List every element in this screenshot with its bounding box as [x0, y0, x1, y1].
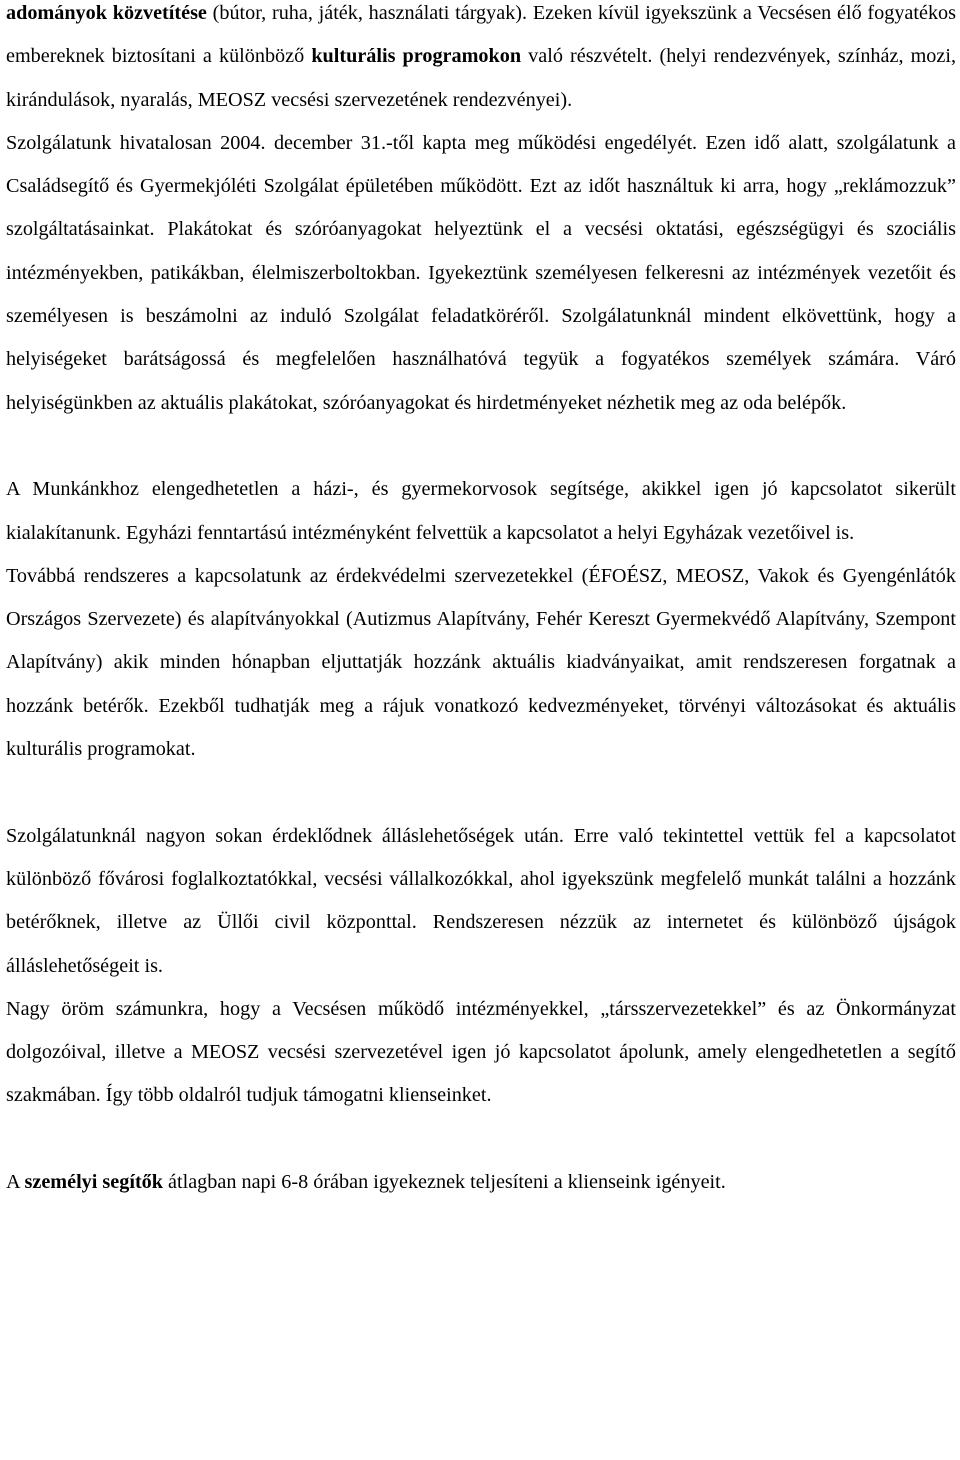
text-span: való részvételt. (helyi rendezvények, színház, mozi, kirándulások, nyaralás, MEOSZ vecsési szervezetének rendezvényei).: [6, 45, 956, 111]
text-span: A: [6, 1171, 25, 1194]
paragraph-operating-license: Szolgálatunk hivatalosan 2004. december 31.-től kapta meg működési engedélyét. Ezen idő alatt, szolgálatunk a Családsegítő és Gyermekjóléti Szolgálat épületében működött. Ezt az időt használtuk ki arra, hogy „reklámozzuk” szolgáltatásainkat. Plakátokat és szóróanyagokat helyeztünk el a vecsési oktatási, egészségügyi és szociális intézményekben, patikákban, élelmiszerboltokban. Igyekeztünk személyesen felkeresni az intézmények vezetőit és személyesen is beszámolni az induló Szolgálat feladatköréről. Szolgálatunknál mindent elkövettünk, hogy a helyiségeket barátságossá és megfelelően használhatóvá tegyük a fogyatékos személyek számára. Váró helyiségünkben az aktuális plakátokat, szóróanyagokat és hirdetményeket nézhetik meg az oda belépők.: [6, 131, 956, 414]
text-span: (bútor, ruha, játék, használati tárgyak). Ezeken kívül igyekszünk a Vecsésen élő fogyatékos embereknek biztosítani a különböző: [6, 2, 956, 68]
paragraph-spacer: [6, 771, 956, 814]
paragraph-spacer: [6, 425, 956, 468]
paragraph-job-opportunities: Szolgálatunknál nagyon sokan érdeklődnek álláslehetőségek után. Erre való tekintettel vettük fel a kapcsolatot különböző fővárosi foglalkoztatókkal, vecsési vállalkozókkal, ahol igyekszünk megfelelő munkát találni a hozzánk betérőknek, illetve az Üllői civil központtal. Rendszeresen nézzük az internetet és különböző újságok álláslehetőségeit is.: [6, 824, 956, 977]
paragraph-personal-assistants: [6, 1161, 956, 1204]
bold-phrase-donations: adományok közvetítése: [6, 2, 207, 24]
text-span: átlagban napi 6-8 órában igyekeznek teljesíteni a klienseink igényeit.: [163, 1171, 726, 1194]
paragraph-partner-institutions: Nagy öröm számunkra, hogy a Vecsésen működő intézményekkel, „társszervezetekkel” és az Önkormányzat dolgozóival, illetve a MEOSZ vecsési szervezetével igen jó kapcsolatot ápolunk, amely elengedhetetlen a segítő szakmában. Így több oldalról tudjuk támogatni klienseinket.: [6, 997, 956, 1107]
bold-phrase-cultural-programs: kulturális programokon: [311, 45, 522, 68]
paragraph-doctors: A Munkánkhoz elengedhetetlen a házi-, és gyermekorvosok segítsége, akikkel igen jó kapcsolatot sikerült kialakítanunk. Egyházi fenntartású intézményként felvettük a kapcsolatot a helyi Egyházak vezetőivel is.: [6, 478, 956, 544]
paragraph-spacer: [6, 1118, 956, 1161]
bold-phrase-personal-assistants: személyi segítők: [24, 1171, 163, 1194]
paragraph-donations: [6, 0, 956, 122]
paragraph-advocacy-organizations: Továbbá rendszeres a kapcsolatunk az érdekvédelmi szervezetekkel (ÉFOÉSZ, MEOSZ, Vakok és Gyengénlátók Országos Szervezete) és alapítványokkal (Autizmus Alapítvány, Fehér Kereszt Gyermekvédő Alapítvány, Szempont Alapítvány) akik minden hónapban eljuttatják hozzánk aktuális kiadványaikat, amit rendszeresen forgatnak a hozzánk betérők. Ezekből tudhatják meg a rájuk vonatkozó kedvezményeket, törvényi változásokat és aktuális kulturális programokat.: [6, 564, 956, 761]
document-page: [6, 0, 956, 1204]
